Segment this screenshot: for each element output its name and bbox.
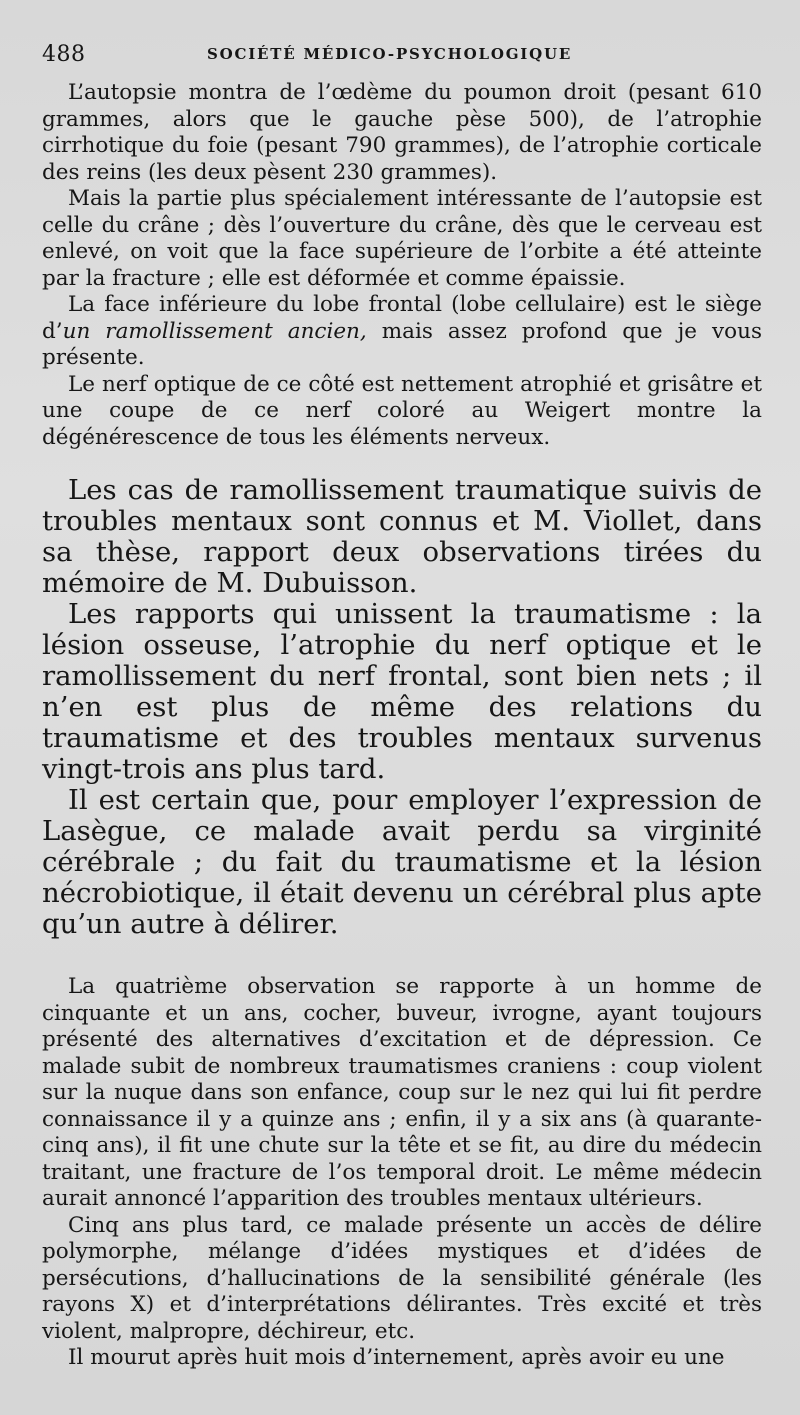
frontal-lobe-text-end: mais assez profond que je vous présente. <box>42 318 763 370</box>
running-head: SOCIÉTÉ MÉDICO-PSYCHOLOGIQUE <box>207 45 573 63</box>
observation-section <box>42 974 762 1372</box>
paragraph-optic-nerve: Le nerf optique de ce côté est nettement atrophié et grisâtre et une coupe de ce nerf coloré au Weigert montre la dégénérescence de tous les éléments nerveux. <box>42 371 762 450</box>
paragraph-autopsy-skull: Mais la partie plus spécialement intéressante de l’autopsie est celle du crâne ; dès l’ouverture du crâne, dès que le cerveau est enlevé, on voit que la face supérieure de l’orbite a été atteinte par la fracture ; elle est déformée et comme épaissie. <box>42 186 762 291</box>
page-header <box>42 34 762 80</box>
paragraph-autopsy-organs: L’autopsie montra de l’œdème du poumon droit (pesant 610 grammes, alors que le gauche pèse 500), de l’atrophie cirrhotique du foie (pesant 790 grammes), de l’atrophie corticale des reins (les deux pèsent 230 grammes). <box>42 80 762 185</box>
paragraph-fourth-observation: La quatrième observation se rapporte à un homme de cinquante et un ans, cocher, buveur, ivrogne, ayant toujours présenté des alternatives d’excitation et de dépression. Ce malade subit de nombreux traumatismes craniens : coup violent sur la nuque dans son enfance, coup sur le nez qui lui fit perdre connaissance il y a quinze ans ; enfin, il y a six ans (à quarante-cinq ans), il fit une chute sur la tête et se fit, au dire du médecin traitant, une fracture de l’os temporal droit. Le même médecin aurait annoncé l’apparition des troubles mentaux ultérieurs. <box>42 974 762 1211</box>
page-number: 488 <box>42 42 86 67</box>
frontal-lobe-italic-text: un ramollissement ancien, <box>62 318 367 344</box>
paragraph-lasegue: Il est certain que, pour employer l’expression de Lasègue, ce malade avait perdu sa virginité cérébrale ; du fait du traumatisme et la lésion nécrobiotique, il était devenu un cérébral plus apte qu’un autre à délirer. <box>42 784 762 940</box>
paragraph-relations: Les rapports qui unissent la traumatisme : la lésion osseuse, l’atrophie du nerf optique et le ramollissement du nerf frontal, sont bien nets ; il n’en est plus de même des relations du traumatisme et des troubles mentaux survenus vingt-trois ans plus tard. <box>42 598 762 785</box>
paragraph-frontal-lobe <box>42 292 762 372</box>
section-gap <box>42 451 762 475</box>
autopsy-section <box>42 80 762 451</box>
paragraph-delirium: Cinq ans plus tard, ce malade présente un accès de délire polymorphe, mélange d’idées mystiques et d’idées de persécutions, d’hallucinations de la sensibilité générale (les rayons X) et d’interprétations délirantes. Très excité et très violent, malpropre, déchireur, etc. <box>42 1212 762 1344</box>
section-gap <box>42 940 762 974</box>
paragraph-traumatic-softening: Les cas de ramollissement traumatique suivis de troubles mentaux sont connus et M. Viollet, dans sa thèse, rapport deux observations tirées du mémoire de M. Dubuisson. <box>42 474 762 599</box>
frontal-lobe-text-start: La face inférieure du lobe frontal (lobe cellulaire) est le siège d’ <box>42 292 762 344</box>
discussion-section <box>42 475 762 940</box>
paragraph-death: Il mourut après huit mois d’internement, après avoir eu une <box>68 1345 725 1370</box>
